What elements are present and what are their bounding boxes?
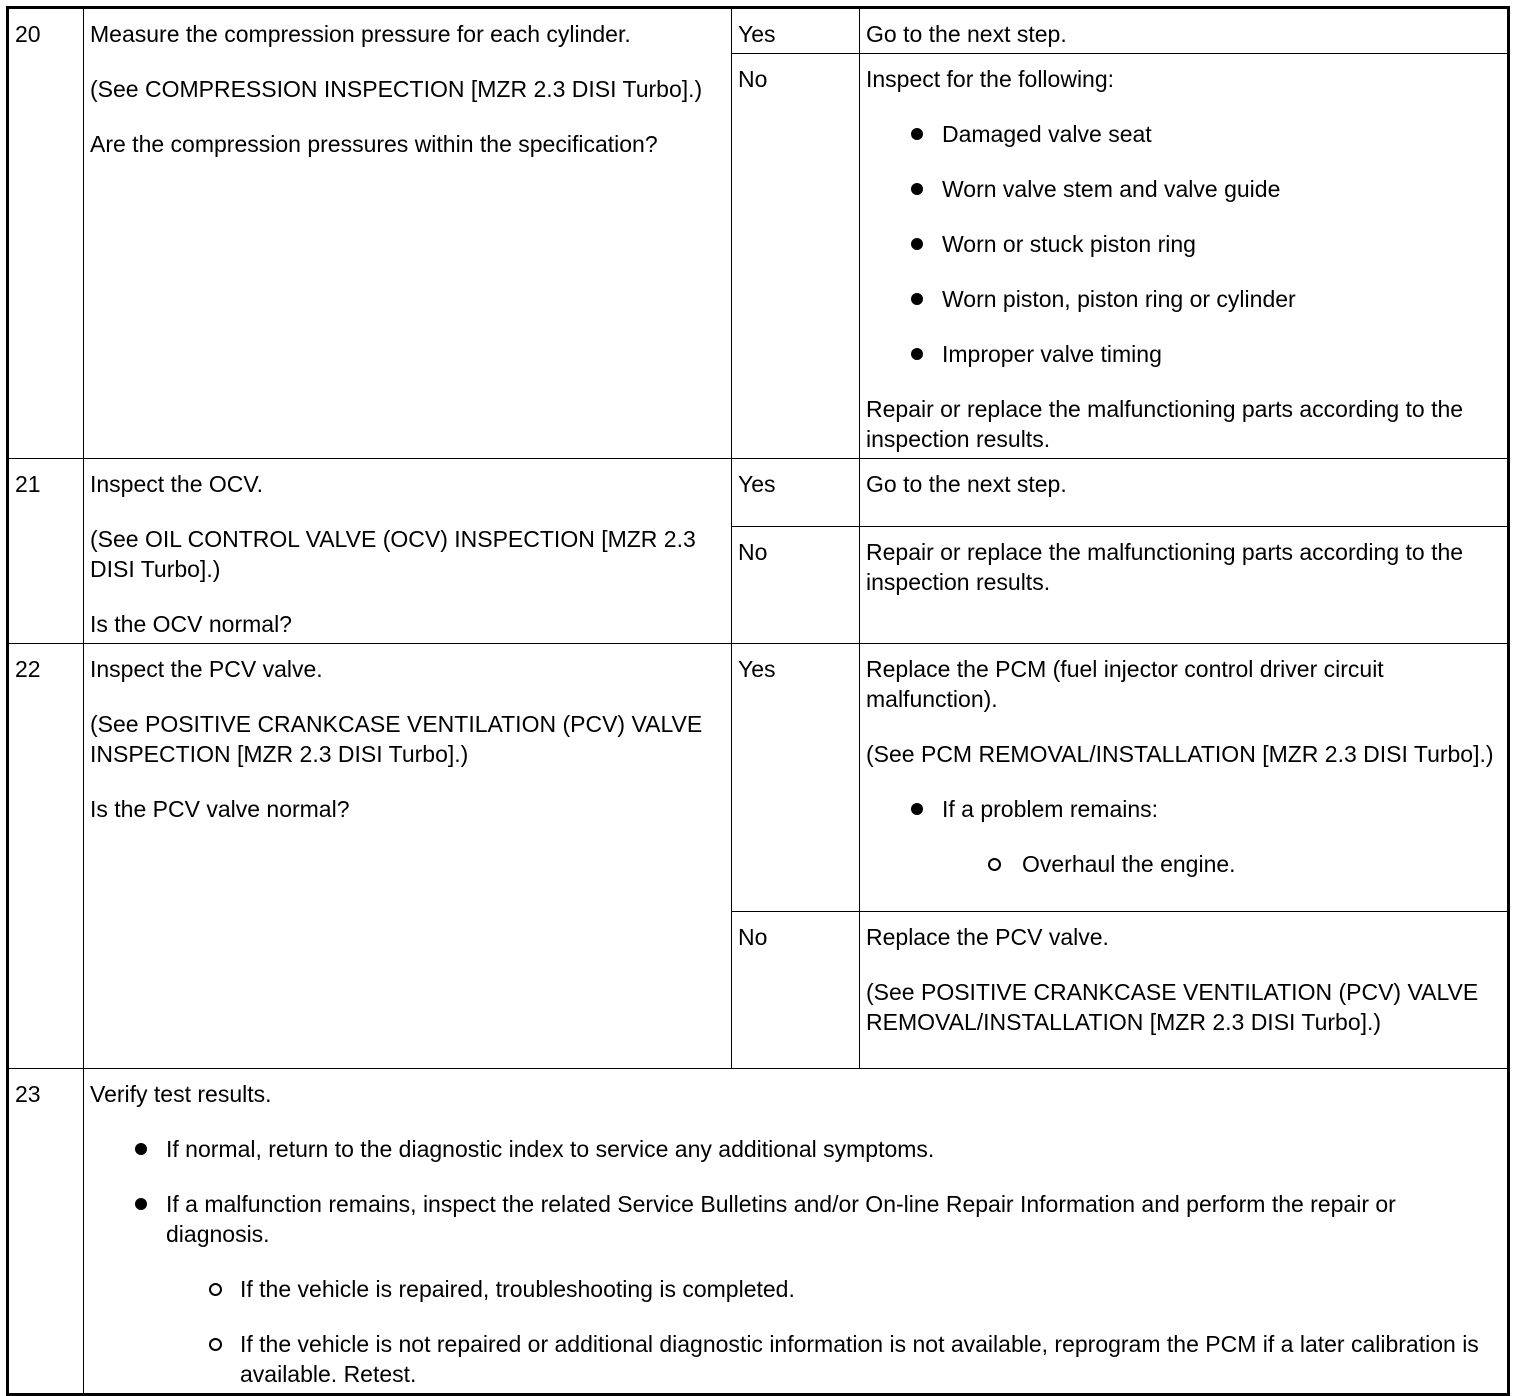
step-22-question: Is the PCV valve normal? [90,796,350,822]
step-21-reference: (See OIL CONTROL VALVE (OCV) INSPECTION [MZR 2.3 DISI Turbo].) [90,526,696,582]
step-number-21: 21 [8,459,84,644]
step-number-23: 23 [8,1069,84,1395]
step-21-no-label: No [732,527,860,644]
step-20-instruction: Measure the compression pressure for each cylinder. [90,21,631,47]
step-22-reference: (See POSITIVE CRANKCASE VENTILATION (PCV) VALVE INSPECTION [MZR 2.3 DISI Turbo].) [90,711,703,767]
step-20-no-result [860,54,1509,459]
list-item: Worn valve stem and valve guide [866,174,1501,204]
step-22-no-text: Replace the PCV valve. [866,924,1109,950]
step-20-reference: (See COMPRESSION INSPECTION [MZR 2.3 DISI Turbo].) [90,76,703,102]
step-22-no-label: No [732,912,860,1069]
list-item: If a malfunction remains, inspect the related Service Bulletins and/or On-line Repair Information and perform the repair or diagnosis. [90,1189,1501,1249]
step-21-question: Is the OCV normal? [90,611,292,637]
step-22-yes-text: Replace the PCM (fuel injector control driver circuit malfunction). [866,656,1384,712]
step-21-yes-label: Yes [732,459,860,527]
step-22-yes-bullets [866,794,1501,824]
step-22-instruction: Inspect the PCV valve. [90,656,323,682]
step-20-yes-label: Yes [732,8,860,54]
list-item: If the vehicle is not repaired or additional diagnostic information is not available, reprogram the PCM if a later calibration is available. Retest. [90,1329,1501,1389]
step-22-yes-result [860,644,1509,912]
step-22-no-result [860,912,1509,1069]
step-20-no-intro: Inspect for the following: [866,66,1115,92]
step-20-yes-result: Go to the next step. [860,8,1509,54]
step-20-no-label: No [732,54,860,459]
step-22-action [84,644,732,1069]
step-23-title: Verify test results. [90,1081,272,1107]
step-21-action [84,459,732,644]
step-23-content [84,1069,1509,1395]
step-20-action [84,8,732,459]
step-22-no-reference: (See POSITIVE CRANKCASE VENTILATION (PCV) VALVE REMOVAL/INSTALLATION [MZR 2.3 DISI Turbo].) [866,979,1479,1035]
step-21-yes-result: Go to the next step. [860,459,1509,527]
list-item: Worn or stuck piston ring [866,229,1501,259]
step-number-22: 22 [8,644,84,1069]
step-number-20: 20 [8,8,84,459]
step-22-yes-subitems [866,849,1501,879]
diagnostic-procedure-table [6,6,1510,1396]
step-21-instruction: Inspect the OCV. [90,471,264,497]
list-item: Improper valve timing [866,339,1501,369]
step-23-subitems [90,1274,1501,1389]
step-23-bullets [90,1134,1501,1249]
step-21-no-result: Repair or replace the malfunctioning parts according to the inspection results. [860,527,1509,644]
step-22-yes-reference: (See PCM REMOVAL/INSTALLATION [MZR 2.3 DISI Turbo].) [866,741,1494,767]
list-item: Worn piston, piston ring or cylinder [866,284,1501,314]
step-20-inspection-list [866,119,1501,369]
list-item: If the vehicle is repaired, troubleshooting is completed. [90,1274,1501,1304]
step-20-question: Are the compression pressures within the specification? [90,131,658,157]
step-22-yes-label: Yes [732,644,860,912]
step-20-no-outro: Repair or replace the malfunctioning parts according to the inspection results. [866,396,1464,452]
list-item: Damaged valve seat [866,119,1501,149]
list-item: Overhaul the engine. [866,849,1501,879]
list-item: If a problem remains: [866,794,1501,824]
list-item: If normal, return to the diagnostic index to service any additional symptoms. [90,1134,1501,1164]
